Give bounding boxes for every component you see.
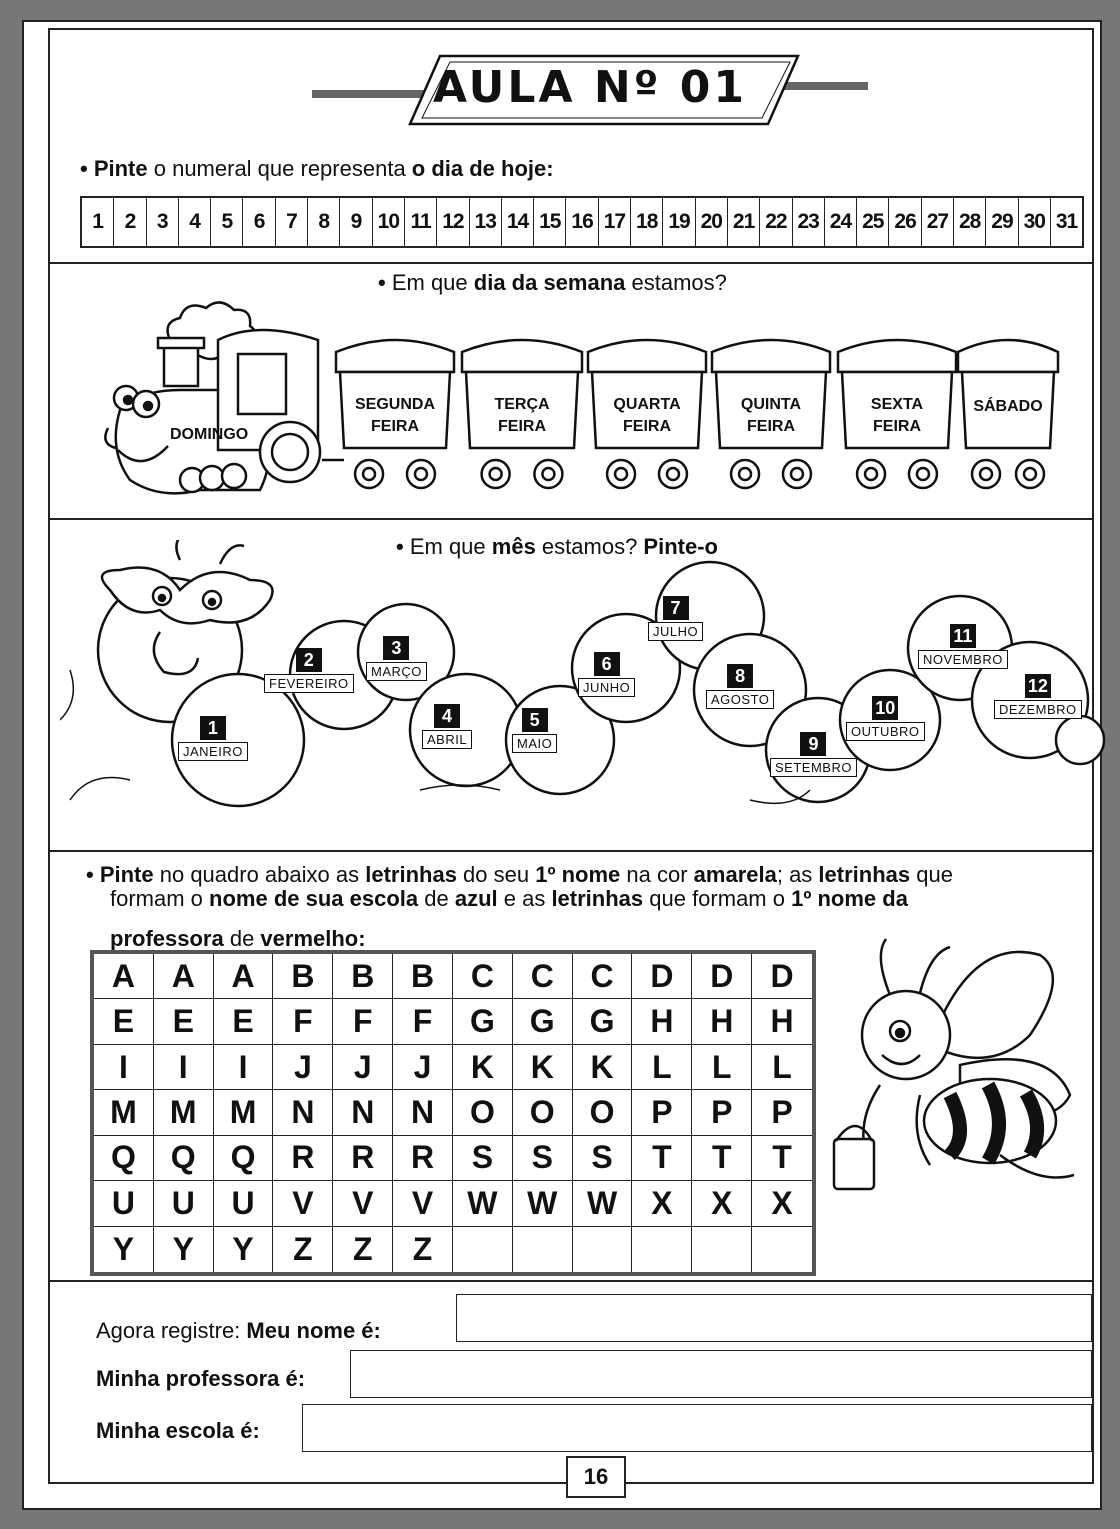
month-maio[interactable] (512, 708, 557, 753)
letter-cell-a[interactable]: A (214, 954, 274, 999)
letter-cell-l[interactable]: L (752, 1045, 812, 1090)
letter-cell-a[interactable]: A (154, 954, 214, 999)
instruction-fragment: professora (110, 926, 224, 951)
month-name: SETEMBRO (770, 758, 857, 777)
day-number-3[interactable]: 3 (147, 198, 179, 246)
wagon-wheel-hub (739, 468, 751, 480)
letter-cell-u[interactable]: U (214, 1181, 274, 1226)
instruction-fragment: que (910, 862, 953, 887)
day-number-1[interactable]: 1 (82, 198, 114, 246)
locomotive-label: DOMINGO (170, 426, 249, 443)
lesson-title: AULA Nº 01 (432, 62, 748, 113)
instruction-fragment: e as (497, 886, 552, 911)
letter-cell-k[interactable]: K (573, 1045, 633, 1090)
day-number-4[interactable]: 4 (179, 198, 211, 246)
letter-cell-q[interactable]: Q (94, 1136, 154, 1181)
letter-cell-t[interactable]: T (692, 1136, 752, 1181)
wagon-label-line1: QUINTA (740, 396, 802, 413)
letter-cell-p[interactable]: P (752, 1090, 812, 1135)
month-number: 5 (522, 708, 548, 732)
wagon-label-line2: FEIRA (623, 418, 671, 435)
month-julho[interactable] (648, 596, 703, 641)
letter-cell-b[interactable]: B (393, 954, 453, 999)
wagon-wheel-hub (615, 468, 627, 480)
letter-cell-x[interactable]: X (692, 1181, 752, 1226)
day-number-10[interactable]: 10 (373, 198, 405, 246)
wagon-label-line2: FEIRA (747, 418, 795, 435)
letter-cell-y[interactable]: Y (154, 1227, 214, 1272)
empty-cell (513, 1227, 573, 1272)
wagon-label[interactable] (958, 396, 1058, 418)
day-number-28[interactable]: 28 (954, 198, 986, 246)
instruction-fragment: no quadro abaixo as (153, 862, 366, 887)
letter-cell-w[interactable]: W (453, 1181, 513, 1226)
caterpillar-illustration (60, 540, 1120, 850)
letter-cell-s[interactable]: S (453, 1136, 513, 1181)
letter-cell-n[interactable]: N (393, 1090, 453, 1135)
letter-cell-j[interactable]: J (393, 1045, 453, 1090)
instruction-day (80, 156, 554, 182)
instruction-fragment: nome de sua escola (209, 886, 419, 911)
month-name: OUTUBRO (846, 722, 925, 741)
wagon-top (838, 340, 956, 372)
letter-cell-k[interactable]: K (513, 1045, 573, 1090)
letter-cell-u[interactable]: U (154, 1181, 214, 1226)
wagon-label-line2: FEIRA (873, 418, 921, 435)
letter-cell-b[interactable]: B (273, 954, 333, 999)
day-number-17[interactable]: 17 (599, 198, 631, 246)
wagon-top (462, 340, 582, 372)
day-number-14[interactable]: 14 (502, 198, 534, 246)
wagon-wheel-hub (1024, 468, 1036, 480)
letter-cell-l[interactable]: L (632, 1045, 692, 1090)
wagon-wheel-hub (791, 468, 803, 480)
bullet: • (396, 534, 404, 559)
letter-cell-l[interactable]: L (692, 1045, 752, 1090)
day-number-7[interactable]: 7 (276, 198, 308, 246)
bullet: • (86, 862, 94, 887)
instruction-fragment: que formam o (643, 886, 792, 911)
school-prompt (96, 1418, 260, 1444)
month-abril[interactable] (422, 704, 472, 749)
letter-cell-r[interactable]: R (333, 1136, 393, 1181)
divider (48, 518, 1094, 520)
letter-cell-c[interactable]: C (573, 954, 633, 999)
wagon-label[interactable] (712, 394, 830, 438)
letter-cell-i[interactable]: I (94, 1045, 154, 1090)
letter-cell-y[interactable]: Y (94, 1227, 154, 1272)
month-number: 4 (434, 704, 460, 728)
letter-cell-a[interactable]: A (94, 954, 154, 999)
school-field[interactable] (302, 1404, 1092, 1452)
month-name: NOVEMBRO (918, 650, 1008, 669)
instruction-fragment: Pinte (93, 156, 148, 181)
month-number: 7 (663, 596, 689, 620)
wagon-top (588, 340, 706, 372)
month-janeiro[interactable] (178, 716, 248, 761)
wagon-label[interactable] (588, 394, 706, 438)
day-number-8[interactable]: 8 (308, 198, 340, 246)
month-dezembro[interactable] (994, 674, 1082, 719)
train-illustration (100, 300, 1060, 510)
letter-cell-d[interactable]: D (632, 954, 692, 999)
letter-cell-z[interactable]: Z (273, 1227, 333, 1272)
month-name: DEZEMBRO (994, 700, 1082, 719)
letter-cell-t[interactable]: T (632, 1136, 692, 1181)
letter-cell-s[interactable]: S (573, 1136, 633, 1181)
letter-cell-q[interactable]: Q (214, 1136, 274, 1181)
wagon-label[interactable] (462, 394, 582, 438)
month-name: MAIO (512, 734, 557, 753)
letter-cell-k[interactable]: K (453, 1045, 513, 1090)
month-fevereiro[interactable] (264, 648, 354, 693)
letter-cell-g[interactable]: G (513, 999, 573, 1044)
instruction-fragment: azul (454, 886, 498, 911)
month-name: ABRIL (422, 730, 472, 749)
letter-cell-c[interactable]: C (513, 954, 573, 999)
letter-cell-i[interactable]: I (154, 1045, 214, 1090)
month-name: FEVEREIRO (264, 674, 354, 693)
bee-illustration (820, 935, 1100, 1215)
month-name: JUNHO (578, 678, 635, 697)
wagon-top (958, 340, 1058, 372)
divider (48, 1280, 1094, 1282)
month-number: 11 (950, 624, 976, 648)
wagon-wheel-hub (980, 468, 992, 480)
wagon-label-line1: TERÇA (494, 396, 550, 413)
divider (48, 850, 1094, 852)
month-novembro[interactable] (918, 624, 1008, 669)
empty-cell (453, 1227, 513, 1272)
letter-cell-c[interactable]: C (453, 954, 513, 999)
day-number-16[interactable]: 16 (566, 198, 598, 246)
month-outubro[interactable] (846, 696, 925, 741)
day-number-5[interactable]: 5 (211, 198, 243, 246)
month-agosto[interactable] (706, 664, 774, 709)
letter-cell-z[interactable]: Z (333, 1227, 393, 1272)
instruction-fragment: do seu (456, 862, 536, 887)
letter-cell-m[interactable]: M (214, 1090, 274, 1135)
instruction-fragment: letrinhas (365, 862, 457, 887)
month-number: 12 (1025, 674, 1051, 698)
instruction-fragment: ; as (776, 862, 819, 887)
wagon-wheel-hub (363, 468, 375, 480)
instruction-fragment: 1º nome da (791, 886, 908, 911)
month-number: 1 (200, 716, 226, 740)
letter-cell-e[interactable]: E (214, 999, 274, 1044)
letter-cell-j[interactable]: J (273, 1045, 333, 1090)
letter-cell-j[interactable]: J (333, 1045, 393, 1090)
wagon-wheel-hub (865, 468, 877, 480)
day-number-13[interactable]: 13 (470, 198, 502, 246)
letter-cell-v[interactable]: V (273, 1181, 333, 1226)
day-number-20[interactable]: 20 (696, 198, 728, 246)
instruction-text (392, 270, 727, 295)
day-number-strip (80, 196, 1084, 248)
letter-cell-g[interactable]: G (453, 999, 513, 1044)
day-number-18[interactable]: 18 (631, 198, 663, 246)
letter-cell-h[interactable]: H (752, 999, 812, 1044)
bullet: • (378, 270, 386, 295)
instruction-fragment: amarela (693, 862, 777, 887)
month-number: 9 (800, 732, 826, 756)
month-name: JANEIRO (178, 742, 248, 761)
letter-cell-n[interactable]: N (273, 1090, 333, 1135)
title-banner (312, 48, 868, 128)
wagon-wheel-hub (667, 468, 679, 480)
wagon-top (336, 340, 454, 372)
letter-cell-h[interactable]: H (692, 999, 752, 1044)
month-number: 8 (727, 664, 753, 688)
wagon-wheel-hub (542, 468, 554, 480)
letter-cell-s[interactable]: S (513, 1136, 573, 1181)
month-number: 2 (296, 648, 322, 672)
letter-grid (90, 950, 816, 1276)
letter-cell-x[interactable]: X (632, 1181, 692, 1226)
day-number-15[interactable]: 15 (534, 198, 566, 246)
letter-cell-y[interactable]: Y (214, 1227, 274, 1272)
letter-cell-f[interactable]: F (273, 999, 333, 1044)
instruction-fragment: Em que (409, 534, 492, 559)
wagon-top (712, 340, 830, 372)
name-label: Meu nome é: (246, 1318, 381, 1343)
letter-cell-w[interactable]: W (573, 1181, 633, 1226)
letter-cell-z[interactable]: Z (393, 1227, 453, 1272)
letter-cell-f[interactable]: F (393, 999, 453, 1044)
day-number-30[interactable]: 30 (1019, 198, 1051, 246)
letter-cell-w[interactable]: W (513, 1181, 573, 1226)
instruction-fragment: 1º nome (535, 862, 621, 887)
instruction-fragment: estamos? (625, 270, 727, 295)
instruction-fragment: formam o (110, 886, 210, 911)
letter-cell-d[interactable]: D (692, 954, 752, 999)
day-number-21[interactable]: 21 (728, 198, 760, 246)
wagon-label-line1: QUARTA (613, 396, 681, 413)
letter-cell-o[interactable]: O (453, 1090, 513, 1135)
teacher-prompt (96, 1366, 305, 1392)
wagon-label-line1: SEGUNDA (354, 396, 435, 413)
instruction-fragment: Em que (391, 270, 474, 295)
instruction-fragment: letrinhas (551, 886, 644, 911)
wagon-label-line1: SEXTA (870, 396, 924, 413)
wagon-label-line2: FEIRA (371, 418, 419, 435)
instruction-fragment: o dia de hoje: (411, 156, 554, 181)
instruction-text (94, 156, 554, 181)
empty-cell (573, 1227, 633, 1272)
wagon-wheel-hub (490, 468, 502, 480)
month-number: 6 (594, 652, 620, 676)
instruction-fragment: letrinhas (818, 862, 911, 887)
instruction-line (110, 926, 366, 952)
month-name: MARÇO (366, 662, 427, 681)
bee-drawing (820, 935, 1100, 1215)
register-prompt (96, 1318, 381, 1344)
bullet: • (80, 156, 88, 181)
day-number-31[interactable]: 31 (1055, 210, 1078, 233)
day-number-19[interactable]: 19 (663, 198, 695, 246)
month-name: AGOSTO (706, 690, 774, 709)
instruction-line (110, 886, 908, 912)
empty-cell (632, 1227, 692, 1272)
instruction-fragment: na cor (620, 862, 694, 887)
letter-cell-t[interactable]: T (752, 1136, 812, 1181)
month-number: 10 (872, 696, 898, 720)
day-number-25[interactable]: 25 (857, 198, 889, 246)
teacher-label: Minha professora é: (96, 1366, 306, 1391)
letter-cell-v[interactable]: V (333, 1181, 393, 1226)
month-março[interactable] (366, 636, 427, 681)
instruction-fragment: Pinte-o (643, 534, 718, 559)
day-number-12[interactable]: 12 (437, 198, 469, 246)
letter-cell-p[interactable]: P (692, 1090, 752, 1135)
wagon-label-line1: SÁBADO (973, 398, 1043, 415)
school-label: Minha escola é: (96, 1418, 260, 1443)
wagon-label[interactable] (336, 394, 454, 438)
day-number-11[interactable]: 11 (405, 198, 437, 246)
day-number-9[interactable]: 9 (340, 198, 372, 246)
divider (48, 262, 1094, 264)
letter-cell-q[interactable]: Q (154, 1136, 214, 1181)
letter-cell-b[interactable]: B (333, 954, 393, 999)
day-number-2[interactable]: 2 (114, 198, 146, 246)
instruction-fragment: de (418, 886, 455, 911)
letter-cell-o[interactable]: O (513, 1090, 573, 1135)
instruction-fragment: dia da semana (473, 270, 626, 295)
instruction-fragment: estamos? (535, 534, 644, 559)
letter-cell-r[interactable]: R (273, 1136, 333, 1181)
letter-cell-m[interactable]: M (154, 1090, 214, 1135)
letter-cell-g[interactable]: G (573, 999, 633, 1044)
letter-cell-i[interactable]: I (214, 1045, 274, 1090)
instruction-fragment: de (223, 926, 261, 951)
day-number-6[interactable]: 6 (243, 198, 275, 246)
letter-cell-v[interactable]: V (393, 1181, 453, 1226)
wagon-wheel-hub (917, 468, 929, 480)
month-junho[interactable] (578, 652, 635, 697)
wagon-label[interactable] (838, 394, 956, 438)
letter-cell-e[interactable]: E (94, 999, 154, 1044)
teacher-field[interactable] (350, 1350, 1092, 1398)
day-number-22[interactable]: 22 (760, 198, 792, 246)
day-number-26[interactable]: 26 (889, 198, 921, 246)
empty-cell (752, 1227, 812, 1272)
name-field[interactable] (456, 1294, 1092, 1342)
day-number-24[interactable]: 24 (825, 198, 857, 246)
letter-cell-e[interactable]: E (154, 999, 214, 1044)
month-number: 3 (383, 636, 409, 660)
wagon-wheel-hub (415, 468, 427, 480)
day-number-23[interactable]: 23 (793, 198, 825, 246)
letter-cell-f[interactable]: F (333, 999, 393, 1044)
letter-cell-o[interactable]: O (573, 1090, 633, 1135)
wagon-label-line2: FEIRA (498, 418, 546, 435)
instruction-week (378, 270, 727, 296)
register-prefix: Agora registre: (96, 1318, 247, 1343)
instruction-fragment: mês (491, 534, 536, 559)
letter-cell-m[interactable]: M (94, 1090, 154, 1135)
letter-cell-h[interactable]: H (632, 999, 692, 1044)
letter-cell-p[interactable]: P (632, 1090, 692, 1135)
instruction-fragment: vermelho: (260, 926, 366, 951)
day-number-29[interactable]: 29 (986, 198, 1018, 246)
page-number: 16 (566, 1456, 626, 1498)
letter-cell-u[interactable]: U (94, 1181, 154, 1226)
instruction-fragment: Pinte (99, 862, 154, 887)
empty-cell (692, 1227, 752, 1272)
instruction-fragment: o numeral que representa (147, 156, 412, 181)
letter-cell-x[interactable]: X (752, 1181, 812, 1226)
instruction-line (86, 862, 953, 888)
letter-cell-r[interactable]: R (393, 1136, 453, 1181)
month-setembro[interactable] (770, 732, 857, 777)
letter-cell-n[interactable]: N (333, 1090, 393, 1135)
day-number-27[interactable]: 27 (922, 198, 954, 246)
month-name: JULHO (648, 622, 703, 641)
letter-cell-d[interactable]: D (752, 954, 812, 999)
